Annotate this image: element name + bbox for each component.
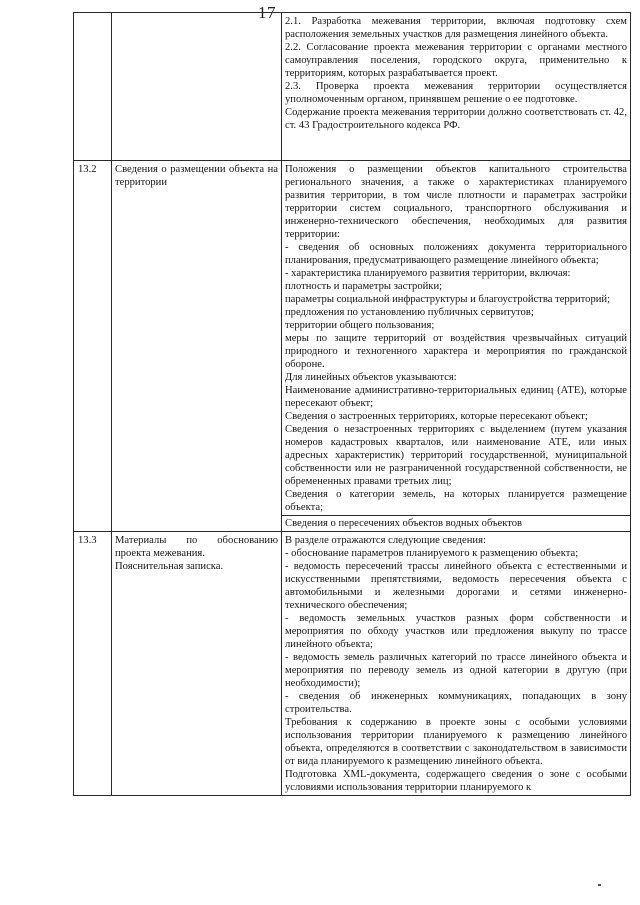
requirements-table [73,12,631,796]
body-paragraph: Положения о размещении объектов капитального строительства регионального значения, а также о характеристиках планируемого развития территории, в том числе плотности и параметрах застройки территории систем социального, транспортного обслуживания и инженерно-технического обеспечения, необходимых для развития территории: [285,164,627,240]
body-paragraph: предложения по установлению публичных сервитутов; [285,307,534,318]
body-paragraph: Сведения о незастроенных территориях с выделением (путем указания номеров кадастровых кварталов, или наименование АТЕ, или иных адресных характеристик) территорий государственной, муниципальной собственности или не разграниченной государственной собственности, не обремененных правами третьих лиц; [285,424,627,487]
body-paragraph: Наименование административно-территориальных единиц (АТЕ), которые пересекают объект; [285,385,627,409]
body-paragraph: параметры социальной инфраструктуры и благоустройства территорий; [285,294,611,305]
row-body-cell [282,161,631,532]
body-paragraph: меры по защите территорий от воздействия чрезвычайных ситуаций природного и техногенного характера и мероприятия по гражданской обороне. [285,333,627,370]
body-paragraph: Подготовка XML-документа, содержащего сведения о зоне с особыми условиями использования территории планируемого к [285,769,627,793]
body-paragraph: Содержание проекта межевания территории должно соответствовать ст. 42, ст. 43 Градостроительного кодекса РФ. [285,107,627,131]
row-number-cell: 13.3 [74,532,112,796]
row-title-cell [112,161,282,532]
body-paragraph: - сведения об основных положениях документа территориального планирования, предусматривающего размещение линейного объекта; [285,242,627,266]
body-paragraph: В разделе отражаются следующие сведения: [285,535,486,546]
table-row [74,13,631,161]
row-title-cell [112,532,282,796]
body-paragraph: - характеристика планируемого развития территории, включая: [285,268,571,279]
body-paragraph: 2.2. Согласование проекта межевания территории с органами местного самоуправления поселения, городского округа, применительно к территориям, которых разрабатывается проект. [285,42,627,79]
table-row [74,532,631,796]
row-title-cell [112,13,282,161]
row-number-cell: 13.2 [74,161,112,532]
row-title: Сведения о размещении объекта на территории [115,164,278,188]
row-body-cell [282,532,631,796]
scan-speck [598,884,601,886]
row-body-cell [282,13,631,161]
body-paragraph: - ведомость земель различных категорий по трассе линейного объекта и мероприятия по переводу земель из одной категории в другую (при необходимости); [285,652,627,689]
page-number: 17 [258,3,276,22]
body-paragraph: 2.3. Проверка проекта межевания территории осуществляется уполномоченным органом, принявшем решение о ее подготовке. [285,81,627,105]
row-number-cell [74,13,112,161]
body-paragraph: - сведения об инженерных коммуникациях, попадающих в зону строительства. [285,691,627,715]
body-paragraph: Сведения о застроенных территориях, которые пересекают объект; [285,411,588,422]
body-paragraph: Сведения о категории земель, на которых планируется размещение объекта; [285,489,627,513]
body-paragraph: - ведомость пересечений трассы линейного объекта с естественными и искусственными препятствиями, ведомость пересечения объекта с автомобильными и железными дорогами и сетями инженерно-технического обеспечения; [285,561,627,611]
body-paragraph: Требования к содержанию в проекте зоны с особыми условиями использования территории планируемого к размещению линейного объекта, определяются в соответствии с законодательством в зависимости от вида планируемого к размещению линейного объекта. [285,717,627,767]
row-title: Пояснительная записка. [115,561,224,572]
body-paragraph: плотность и параметры застройки; [285,281,443,292]
body-paragraph: - ведомость земельных участков разных форм собственности и мероприятия по обходу участков или предложения выкупу по трассе линейного объекта; [285,613,627,650]
table-row [74,161,631,532]
body-paragraph: - обоснование параметров планируемого к размещению объекта; [285,548,579,559]
body-paragraph: 2.1. Разработка межевания территории, включая подготовку схем расположения земельных участков для размещения линейного объекта. [285,16,627,40]
body-paragraph-last: Сведения о пересечениях объектов водных объектов [282,515,630,530]
body-paragraph: территории общего пользования; [285,320,435,331]
body-paragraph: Для линейных объектов указываются: [285,372,457,383]
row-title: Материалы по обоснованию проекта межевания. [115,535,278,559]
